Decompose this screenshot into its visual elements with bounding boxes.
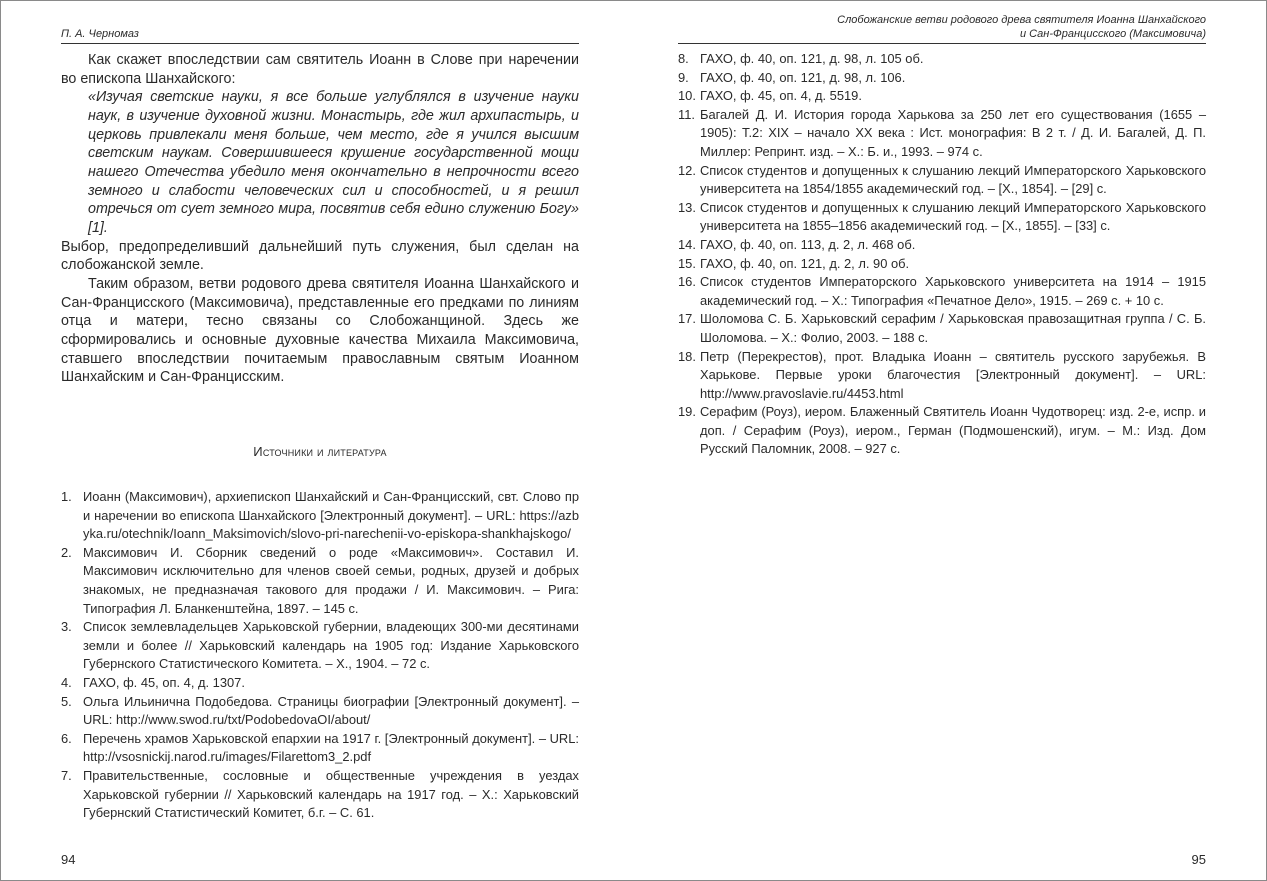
reference-number: 17. xyxy=(678,311,696,327)
reference-item xyxy=(61,693,579,730)
paragraph: Таким образом, ветви родового древа святителя Иоанна Шанхайского и Сан-Францисского (Максимовича), представленные его предками по линиям отца и матери, тесно связаны со Слобожанщиной. Здесь же сформировались и основные духовные качества Михаила Максимовича, ставшего впоследствии почитаемым православным святым Иоанном Шанхайским и Сан-Францисским. xyxy=(61,275,579,386)
reference-item xyxy=(678,255,1206,274)
reference-text: ГАХО, ф. 40, оп. 121, д. 2, л. 90 об. xyxy=(700,255,910,271)
reference-item xyxy=(678,310,1206,347)
reference-text: Петр (Перекрестов), прот. Владыка Иоанн – святитель русского зарубежья. В Харькове. Первые уроки благочестия [Электронный документ]. – URL: http://www.pravoslavie.ru/4453.html xyxy=(700,348,1206,401)
reference-number: 13. xyxy=(678,199,696,215)
reference-text: ГАХО, ф. 45, оп. 4, д. 1307. xyxy=(83,674,245,690)
running-head-author: П. А. Черномаз xyxy=(61,27,139,40)
reference-item xyxy=(61,544,579,618)
reference-text: Список студентов и допущенных к слушанию лекций Императорского Харьковского университета на 1855–1856 академический год. – [Х., 1855]. – [33] с. xyxy=(700,199,1206,234)
reference-item xyxy=(678,403,1206,459)
reference-item xyxy=(678,106,1206,162)
reference-number: 18. xyxy=(678,348,696,364)
reference-item xyxy=(678,348,1206,404)
reference-item xyxy=(61,767,579,823)
reference-text: Шоломова С. Б. Харьковский серафим / Харьковская правозащитная группа / С. Б. Шоломова. – Х.: Фолио, 2003. – 188 с. xyxy=(700,311,1206,345)
paragraph: Как скажет впоследствии сам святитель Иоанн в Слове при наречении во епископа Шанхайского: xyxy=(61,52,579,87)
reference-number: 2. xyxy=(61,544,72,560)
reference-item xyxy=(678,273,1206,310)
reference-text: ГАХО, ф. 40, оп. 113, д. 2, л. 468 об. xyxy=(700,236,916,252)
reference-list xyxy=(61,488,579,823)
reference-text: Список землевладельцев Харьковской губернии, владеющих 300-ми десятинами земли и более // Харьковский календарь на 1905 год: Издание Харьковского Губернского Статистического Комитета. – Х., 1904. – 72 с. xyxy=(83,619,579,672)
reference-number: 5. xyxy=(61,693,72,709)
running-head xyxy=(678,1,1206,44)
reference-text: Иоанн (Максимович), архиепископ Шанхайский и Сан-Францисский, свт. Слово при наречении во епископа Шанхайского [Электронный документ]. – URL: https://azbyka.ru/otechnik/Ioann_Maksimovich/slovo-pri-narechenii-vo-episkopa-shankhajskogo/ xyxy=(83,489,579,542)
reference-number: 11. xyxy=(678,106,695,122)
reference-number: 10. xyxy=(678,88,696,104)
reference-text: Серафим (Роуз), иером. Блаженный Святитель Иоанн Чудотворец: изд. 2-е, испр. и доп. / Серафим (Роуз), иером., Герман (Подмошенский), игум. – М.: Изд. Дом Русский Паломник, 2008. – 927 с. xyxy=(700,404,1206,457)
reference-text: Ольга Ильинична Подобедова. Страницы биографии [Электронный документ]. – URL: http://www.swod.ru/txt/PodobedovaOI/about/ xyxy=(83,693,579,728)
running-head xyxy=(61,1,579,44)
reference-item xyxy=(678,50,1206,69)
running-head-title xyxy=(837,14,1206,41)
reference-text: ГАХО, ф. 45, оп. 4, д. 5519. xyxy=(700,88,862,104)
reference-number: 4. xyxy=(61,674,72,690)
reference-text: Багалей Д. И. История города Харькова за 250 лет его существования (1655 – 1905): Т.2: XIX – начало XX века : Ист. монография: В 2 т. / Д. И. Багалей, Д. П. Миллер: Репринт. изд. – Х.: Б. и., 1993. – 974 с. xyxy=(700,106,1206,159)
reference-text: ГАХО, ф. 40, оп. 121, д. 98, л. 106. xyxy=(700,69,906,85)
right-page xyxy=(678,1,1206,880)
reference-number: 15. xyxy=(678,255,696,271)
paragraph: Выбор, предопределивший дальнейший путь служения, был сделан на слобожанской земле. xyxy=(61,238,579,274)
reference-number: 6. xyxy=(61,730,72,746)
reference-list xyxy=(678,50,1206,459)
reference-number: 14. xyxy=(678,236,696,252)
reference-number: 19. xyxy=(678,404,696,420)
reference-text: Правительственные, сословные и общественные учреждения в уездах Харьковской губернии // Харьковский календарь на 1917 год. – Х.: Харьковский Губернский Статистический Комитет, б.г. – С. 61. xyxy=(83,767,579,821)
running-head-line: Слобожанские ветви родового древа святителя Иоанна Шанхайского xyxy=(837,14,1206,26)
reference-text: Список студентов Императорского Харьковского университета на 1914 – 1915 академический год. – Х.: Типография «Печатное Дело», 1915. – 269 с. + 10 с. xyxy=(700,274,1206,308)
quotation: «Изучая светские науки, я все больше углублялся в изучение науки наук, в изучение духовной жизни. Монастырь, где жил архипастырь, и церковь привлекали меня больше, чем место, где я учился высшим светским наукам. Совершившееся крушение государственной мощи нашего Отечества убедило меня окончательно в непрочности всего земного и слабости человеческих сил и способностей, и я решил отречься от сует земного мира, посвятив себя едино служению Богу» [1]. xyxy=(88,89,579,236)
page-number: 95 xyxy=(1191,852,1206,867)
reference-text: ГАХО, ф. 40, оп. 121, д. 98, л. 105 об. xyxy=(700,51,924,66)
reference-number: 1. xyxy=(61,489,72,504)
reference-item xyxy=(678,236,1206,255)
reference-item xyxy=(61,618,579,674)
reference-item xyxy=(678,69,1206,88)
reference-number: 3. xyxy=(61,619,72,635)
reference-number: 8. xyxy=(678,51,689,66)
reference-item xyxy=(678,199,1206,236)
reference-item xyxy=(678,162,1206,199)
reference-number: 9. xyxy=(678,69,689,85)
reference-number: 12. xyxy=(678,162,696,178)
reference-item xyxy=(678,87,1206,106)
reference-text: Максимович И. Сборник сведений о роде «Максимович». Составил И. Максимович исключительно для членов своей семьи, родных, друзей и добрых знакомых, не предназначая такового для продажи / И. Максимович. – Рига: Типография Л. Бланкенштейна, 1897. – 145 с. xyxy=(83,544,579,616)
reference-number: 7. xyxy=(61,767,72,783)
reference-number: 16. xyxy=(678,274,696,290)
left-page xyxy=(61,1,579,880)
reference-item xyxy=(61,730,579,767)
reference-item xyxy=(61,674,579,693)
reference-item xyxy=(61,488,579,544)
body-text xyxy=(61,51,579,387)
page-number: 94 xyxy=(61,852,76,867)
reference-text: Перечень храмов Харьковской епархии на 1917 г. [Электронный документ]. – URL: http://vsosnickij.narod.ru/images/Filarettom3_2.pdf xyxy=(83,730,579,765)
reference-text: Список студентов и допущенных к слушанию лекций Императорского Харьковского университета на 1854/1855 академический год. – [Х., 1854]. – [29] с. xyxy=(700,162,1206,197)
running-head-line: и Сан-Францисского (Максимовича) xyxy=(1019,27,1206,40)
section-heading: Источники и литература xyxy=(253,444,387,459)
